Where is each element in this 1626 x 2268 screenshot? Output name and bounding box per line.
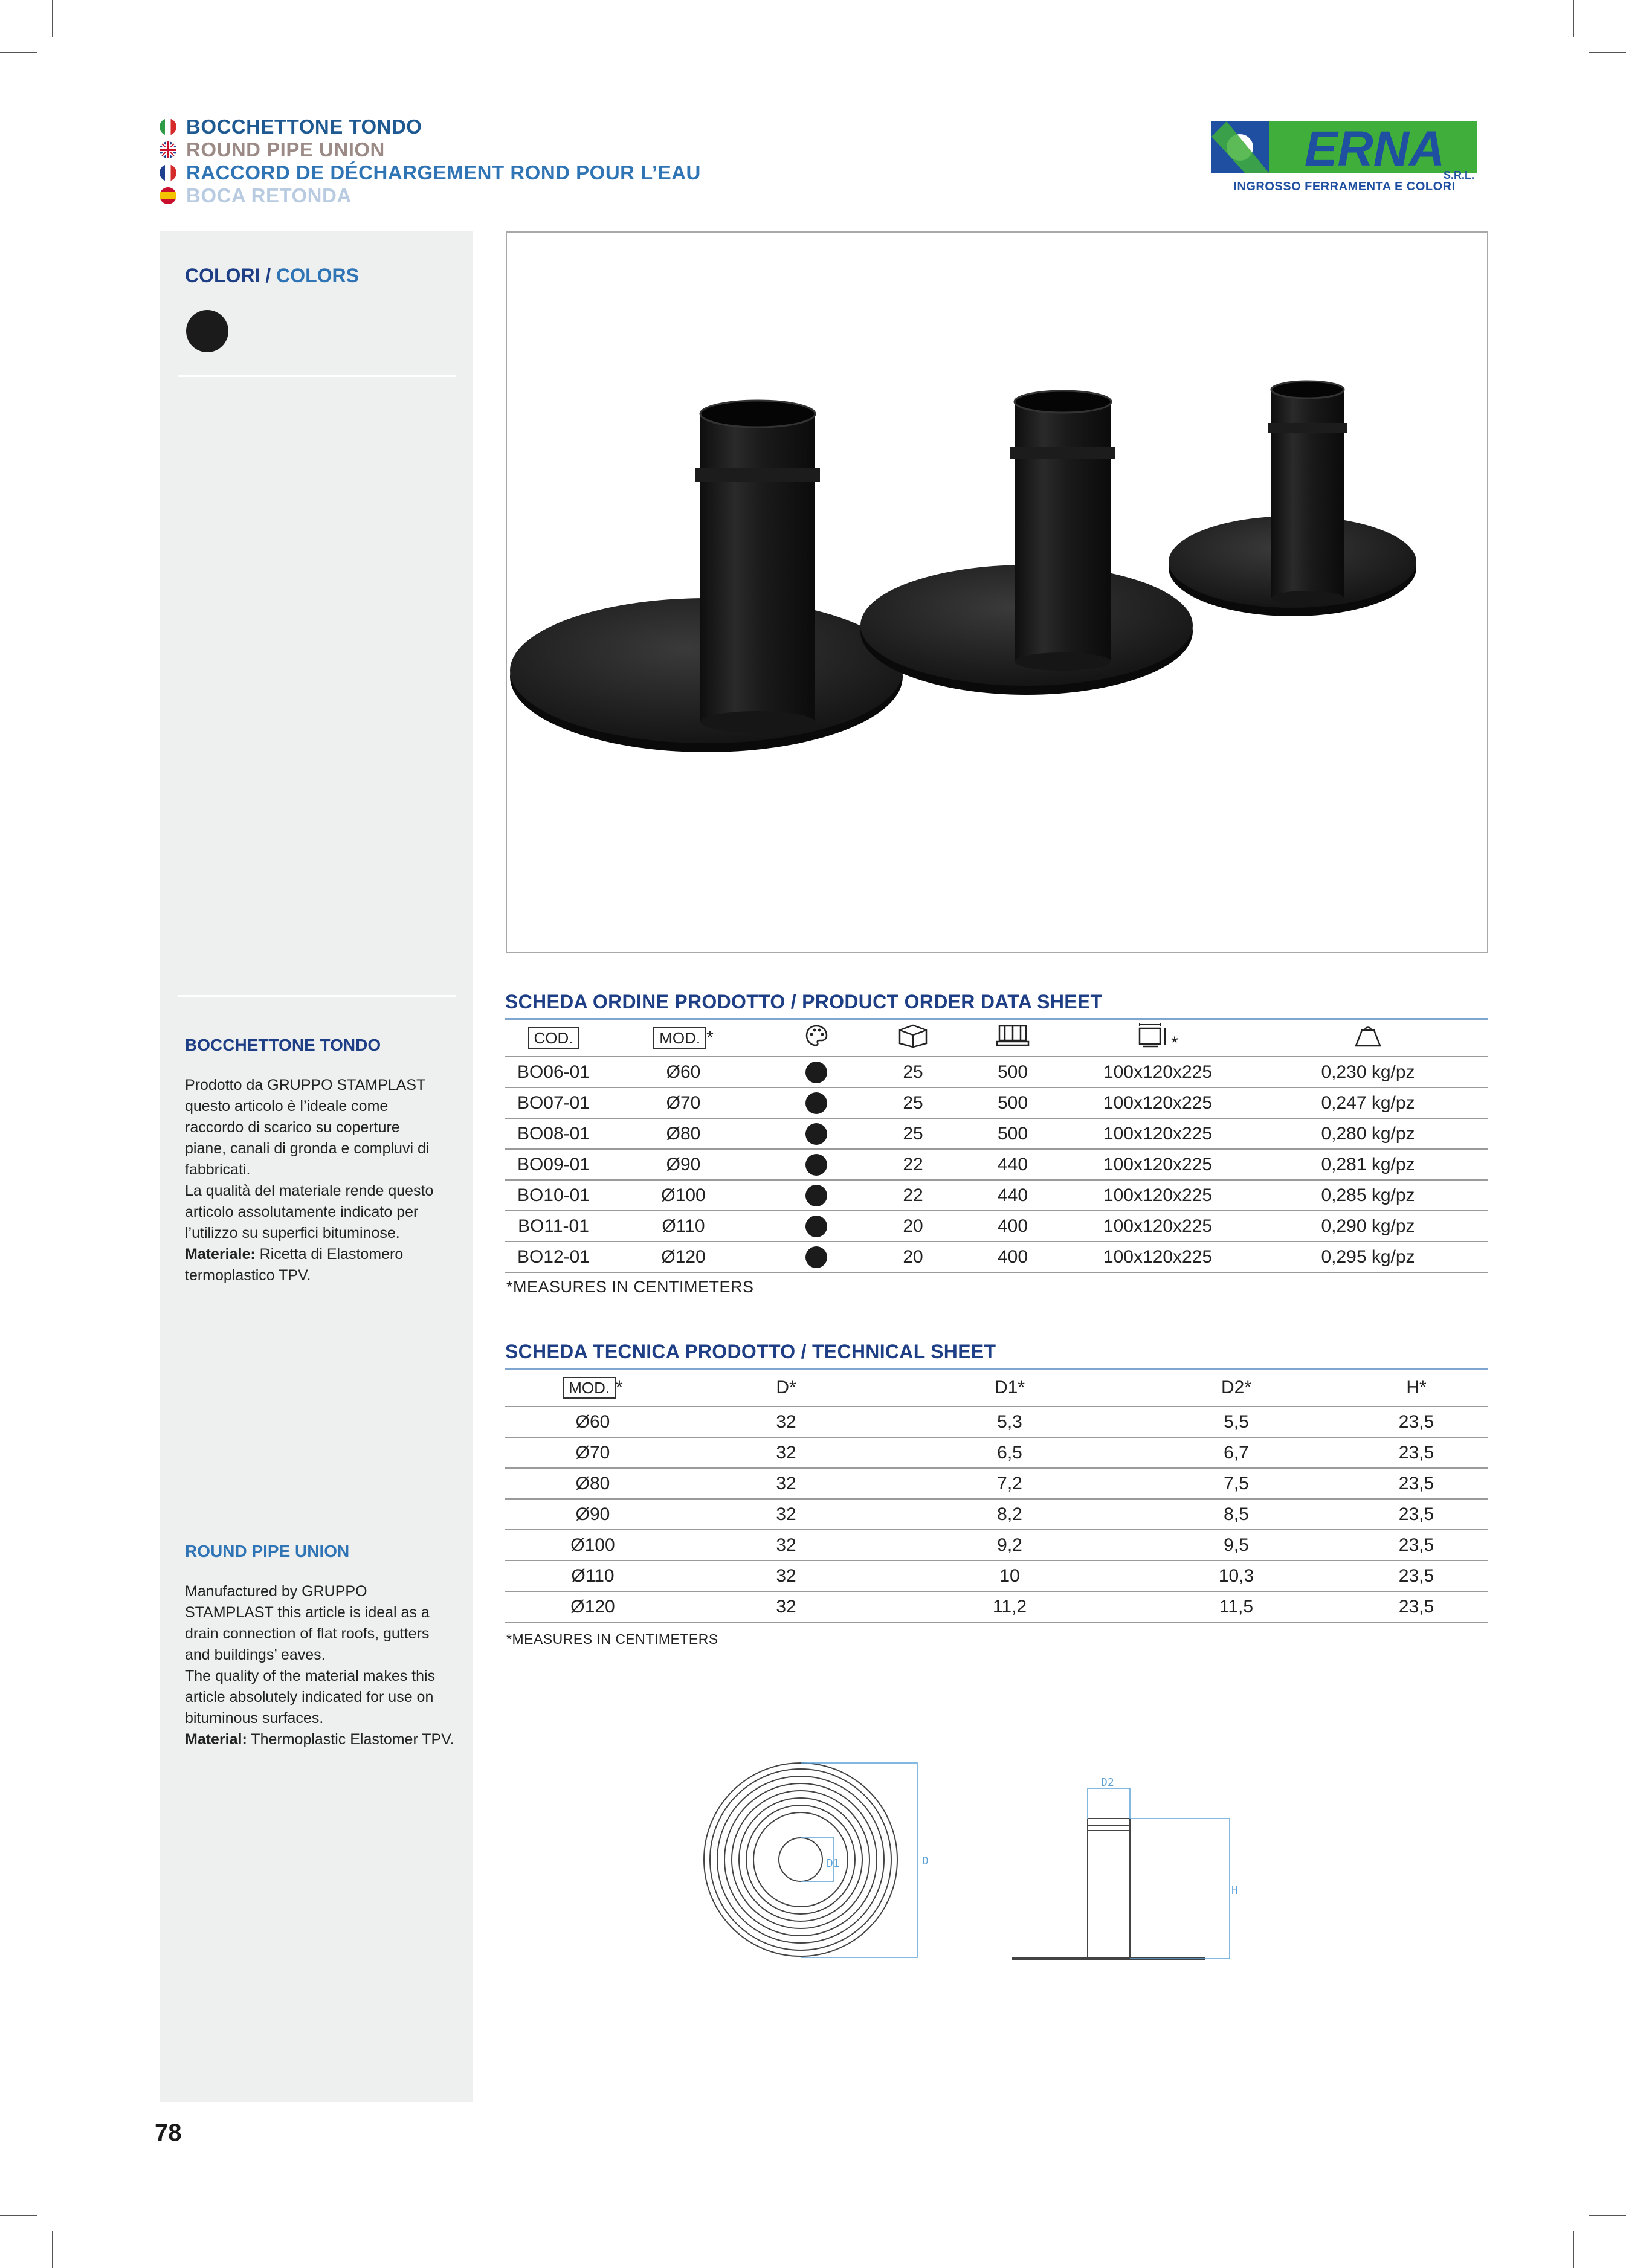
d1-cell: 10 (892, 1561, 1128, 1591)
weight-cell: 0,281 kg/pz (1248, 1149, 1488, 1180)
d1-cell: 8,2 (892, 1499, 1128, 1530)
dimensions-cell: 100x120x225 (1067, 1087, 1248, 1118)
it-description-line: l’utilizzo su superfici bituminose. (185, 1225, 400, 1242)
mod-cell: Ø80 (505, 1468, 680, 1499)
color-dot-black (805, 1154, 827, 1176)
pallet-qty-cell: 440 (958, 1180, 1067, 1211)
d-cell: 32 (680, 1591, 892, 1622)
order-table (505, 1018, 1488, 1273)
colors-separator: / (260, 265, 277, 286)
side-view-svg (1009, 1770, 1251, 1970)
header-dimensions (1067, 1019, 1248, 1057)
weight-cell: 0,230 kg/pz (1248, 1057, 1488, 1087)
order-row (505, 1242, 1488, 1272)
asterisk: * (1171, 1033, 1178, 1053)
color-cell (765, 1149, 868, 1180)
top-view-svg (695, 1758, 937, 1964)
cod-cell: BO12-01 (505, 1242, 602, 1272)
d2-cell: 8,5 (1128, 1499, 1345, 1530)
colors-label-en: COLORS (276, 265, 359, 286)
mod-cell: Ø90 (505, 1499, 680, 1530)
weight-cell: 0,285 kg/pz (1248, 1180, 1488, 1211)
dimensions-cell: 100x120x225 (1067, 1057, 1248, 1087)
order-row (505, 1180, 1488, 1211)
header-pallet (958, 1019, 1067, 1057)
h-cell: 23,5 (1345, 1499, 1488, 1530)
en-description-line: bituminous surfaces. (185, 1710, 324, 1727)
mod-cell: Ø100 (602, 1180, 765, 1211)
d2-cell: 5,5 (1128, 1406, 1345, 1437)
mod-cell: Ø100 (505, 1530, 680, 1561)
color-cell (765, 1242, 868, 1272)
crop-mark (1573, 2231, 1574, 2268)
cod-label: COD. (528, 1027, 579, 1049)
header-box (868, 1019, 958, 1057)
en-description-line: Manufactured by GRUPPO (185, 1583, 367, 1600)
order-table-header (505, 1019, 1488, 1057)
h-cell: 23,5 (1345, 1406, 1488, 1437)
it-description-line: piane, canali di gronda e compluvi di (185, 1140, 430, 1157)
mod-cell: Ø110 (602, 1211, 765, 1242)
mod-cell: Ø70 (505, 1437, 680, 1468)
d2-cell: 11,5 (1128, 1591, 1345, 1622)
spain-flag-icon (160, 187, 176, 204)
dimensions-cell: 100x120x225 (1067, 1242, 1248, 1272)
en-description (185, 1581, 469, 1750)
dimensions-icon (1137, 1022, 1171, 1049)
header-mod (602, 1019, 765, 1057)
it-description-line: La qualità del materiale rende questo (185, 1182, 434, 1199)
d-cell: 32 (680, 1437, 892, 1468)
france-flag-icon (160, 164, 176, 181)
order-note: *MEASURES IN CENTIMETERS (506, 1278, 754, 1296)
crop-mark (1573, 0, 1574, 37)
it-material-line (185, 1244, 463, 1265)
tech-table (505, 1368, 1488, 1623)
asterisk: * (706, 1028, 714, 1048)
mod-cell: Ø120 (602, 1242, 765, 1272)
en-description-heading: ROUND PIPE UNION (185, 1542, 350, 1561)
mod-cell: Ø110 (505, 1561, 680, 1591)
mod-cell: Ø70 (602, 1087, 765, 1118)
color-swatch-black (186, 310, 228, 352)
it-material-line: termoplastico TPV. (185, 1267, 311, 1284)
it-description-line: articolo assolutamente indicato per (185, 1203, 419, 1220)
lerna-logo-mark (1208, 118, 1480, 179)
tech-row (505, 1406, 1488, 1437)
cod-cell: BO11-01 (505, 1211, 602, 1242)
logo-tagline: INGROSSO FERRAMENTA E COLORI (1233, 180, 1456, 193)
pallet-qty-cell: 500 (958, 1057, 1067, 1087)
d-cell: 32 (680, 1406, 892, 1437)
tech-note: *MEASURES IN CENTIMETERS (506, 1631, 718, 1647)
tech-sheet-title: SCHEDA TECNICA PRODOTTO / TECHNICAL SHEET (505, 1341, 996, 1362)
colors-heading (185, 265, 359, 287)
header-d2: D2* (1128, 1369, 1345, 1407)
page-number: 78 (155, 2119, 182, 2146)
sidebar-divider (178, 995, 456, 997)
color-dot-black (805, 1185, 827, 1206)
order-row (505, 1211, 1488, 1242)
box-icon (897, 1023, 929, 1048)
header-color (765, 1019, 868, 1057)
en-material-line (185, 1729, 469, 1750)
header-weight (1248, 1019, 1488, 1057)
title-it: BOCCHETTONE TONDO (186, 115, 422, 138)
en-material-text: Thermoplastic Elastomer TPV. (247, 1731, 454, 1748)
order-row (505, 1149, 1488, 1180)
crop-mark (52, 0, 53, 37)
tech-row (505, 1591, 1488, 1622)
en-description-line: STAMPLAST this article is ideal as a (185, 1604, 430, 1621)
mod-cell: Ø90 (602, 1149, 765, 1180)
tech-table-body (505, 1406, 1488, 1622)
h-cell: 23,5 (1345, 1530, 1488, 1561)
weight-icon (1353, 1023, 1382, 1048)
color-cell (765, 1211, 868, 1242)
asterisk: * (616, 1377, 623, 1397)
mod-cell: Ø60 (602, 1057, 765, 1087)
tech-row (505, 1530, 1488, 1561)
top-view-drawing (695, 1758, 937, 1964)
color-cell (765, 1180, 868, 1211)
h-cell: 23,5 (1345, 1468, 1488, 1499)
it-description-line: questo articolo è l’ideale come (185, 1098, 389, 1115)
cod-cell: BO10-01 (505, 1180, 602, 1211)
weight-cell: 0,290 kg/pz (1248, 1211, 1488, 1242)
cod-cell: BO09-01 (505, 1149, 602, 1180)
title-fr: RACCORD DE DÉCHARGEMENT ROND POUR L’EAU (186, 161, 701, 184)
label-d: D (922, 1855, 929, 1867)
h-cell: 23,5 (1345, 1437, 1488, 1468)
italy-flag-icon (160, 118, 176, 135)
d1-cell: 11,2 (892, 1591, 1128, 1622)
en-description-line: drain connection of flat roofs, gutters (185, 1625, 430, 1642)
cod-cell: BO07-01 (505, 1087, 602, 1118)
d1-cell: 7,2 (892, 1468, 1128, 1499)
it-description-heading: BOCCHETTONE TONDO (185, 1036, 381, 1054)
en-description-line: The quality of the material makes this (185, 1667, 436, 1684)
color-dot-black (805, 1092, 827, 1114)
weight-cell: 0,280 kg/pz (1248, 1118, 1488, 1149)
it-description-line: raccordo di scarico su coperture (185, 1119, 400, 1136)
product-photo (506, 231, 1488, 953)
label-h: H (1231, 1884, 1238, 1897)
box-qty-cell: 25 (868, 1057, 958, 1087)
color-cell (765, 1118, 868, 1149)
d2-cell: 10,3 (1128, 1561, 1345, 1591)
uk-flag-icon (160, 141, 176, 158)
title-en: ROUND PIPE UNION (186, 138, 385, 161)
colors-label-it: COLORI (185, 265, 260, 286)
mod-cell: Ø60 (505, 1406, 680, 1437)
d1-cell: 5,3 (892, 1406, 1128, 1437)
color-cell (765, 1087, 868, 1118)
d-cell: 32 (680, 1561, 892, 1591)
d-cell: 32 (680, 1468, 892, 1499)
color-dot-black (805, 1123, 827, 1145)
header-cod (505, 1019, 602, 1057)
color-palette-icon (804, 1023, 828, 1048)
box-qty-cell: 22 (868, 1180, 958, 1211)
box-qty-cell: 20 (868, 1242, 958, 1272)
color-dot-black (805, 1246, 827, 1268)
tech-table-header (505, 1369, 1488, 1407)
dimensions-cell: 100x120x225 (1067, 1118, 1248, 1149)
pallet-qty-cell: 400 (958, 1242, 1067, 1272)
order-row (505, 1057, 1488, 1087)
color-dot-black (805, 1062, 827, 1083)
pallet-qty-cell: 500 (958, 1118, 1067, 1149)
d-cell: 32 (680, 1499, 892, 1530)
crop-mark (52, 2231, 53, 2268)
weight-cell: 0,295 kg/pz (1248, 1242, 1488, 1272)
pallet-qty-cell: 500 (958, 1087, 1067, 1118)
crop-mark (1589, 2215, 1626, 2216)
title-es: BOCA RETONDA (186, 184, 352, 207)
tech-row (505, 1437, 1488, 1468)
sidebar-divider (178, 375, 456, 377)
pallet-icon (996, 1023, 1030, 1048)
it-material-label: Materiale: (185, 1246, 256, 1263)
crop-mark (0, 2215, 37, 2216)
d-cell: 32 (680, 1530, 892, 1561)
header-d1: D1* (892, 1369, 1128, 1407)
d1-cell: 6,5 (892, 1437, 1128, 1468)
pipe-unions-photo (507, 233, 1487, 952)
box-qty-cell: 20 (868, 1211, 958, 1242)
mod-cell: Ø80 (602, 1118, 765, 1149)
tech-row (505, 1561, 1488, 1591)
header-mod (505, 1369, 680, 1407)
weight-cell: 0,247 kg/pz (1248, 1087, 1488, 1118)
order-sheet-title: SCHEDA ORDINE PRODOTTO / PRODUCT ORDER DATA SHEET (505, 991, 1103, 1013)
order-table-body (505, 1057, 1488, 1272)
logo-suffix: S.R.L. (1443, 169, 1474, 181)
it-description-line: Prodotto da GRUPPO STAMPLAST (185, 1077, 426, 1094)
it-description (185, 1075, 463, 1286)
cod-cell: BO06-01 (505, 1057, 602, 1087)
it-description-line: fabbricati. (185, 1161, 251, 1178)
cod-cell: BO08-01 (505, 1118, 602, 1149)
header-d: D* (680, 1369, 892, 1407)
lerna-logo (1208, 118, 1480, 197)
mod-label: MOD. (563, 1377, 616, 1399)
color-dot-black (805, 1216, 827, 1237)
mod-cell: Ø120 (505, 1591, 680, 1622)
dimensions-cell: 100x120x225 (1067, 1149, 1248, 1180)
en-material-label: Material: (185, 1731, 247, 1748)
d2-cell: 7,5 (1128, 1468, 1345, 1499)
en-description-line: article absolutely indicated for use on (185, 1689, 434, 1706)
en-description-line: and buildings’ eaves. (185, 1646, 326, 1663)
it-material-text: Ricetta di Elastomero (255, 1246, 404, 1263)
dimensions-cell: 100x120x225 (1067, 1180, 1248, 1211)
header-h: H* (1345, 1369, 1488, 1407)
order-row (505, 1118, 1488, 1149)
side-view-drawing (1009, 1770, 1251, 1970)
d2-cell: 6,7 (1128, 1437, 1345, 1468)
d1-cell: 9,2 (892, 1530, 1128, 1561)
pallet-qty-cell: 400 (958, 1211, 1067, 1242)
label-d1: D1 (827, 1857, 840, 1870)
crop-mark (1589, 52, 1626, 53)
mod-label: MOD. (653, 1027, 706, 1049)
crop-mark (0, 52, 37, 53)
tech-row (505, 1499, 1488, 1530)
tech-row (505, 1468, 1488, 1499)
pallet-qty-cell: 440 (958, 1149, 1067, 1180)
sidebar (160, 231, 473, 2102)
dimensions-cell: 100x120x225 (1067, 1211, 1248, 1242)
box-qty-cell: 25 (868, 1118, 958, 1149)
svg-text:ERNA: ERNA (1304, 121, 1445, 176)
box-qty-cell: 22 (868, 1149, 958, 1180)
h-cell: 23,5 (1345, 1591, 1488, 1622)
label-d2: D2 (1101, 1776, 1114, 1789)
order-row (505, 1087, 1488, 1118)
d2-cell: 9,5 (1128, 1530, 1345, 1561)
h-cell: 23,5 (1345, 1561, 1488, 1591)
box-qty-cell: 25 (868, 1087, 958, 1118)
color-cell (765, 1057, 868, 1087)
